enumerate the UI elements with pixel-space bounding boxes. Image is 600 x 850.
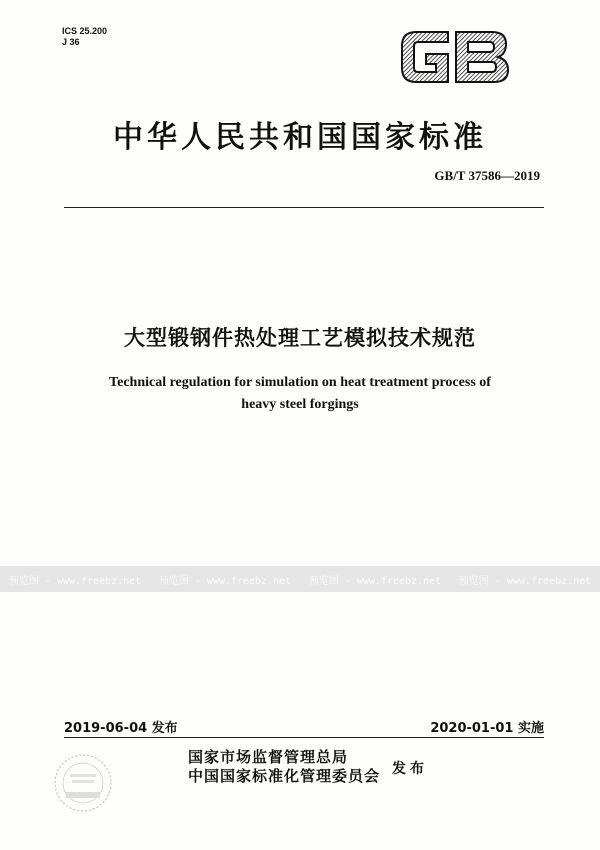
watermark-item: 预览图 - www.freebz.net — [308, 576, 442, 586]
standard-number — [434, 168, 540, 184]
standard-code: 37586—2019 — [468, 168, 540, 183]
en-title-line-2: heavy steel forgings — [241, 397, 359, 412]
header-divider — [64, 207, 544, 208]
en-title-line-1: Technical regulation for simulation on heat treatment process of — [109, 375, 491, 390]
date-row — [64, 717, 544, 736]
national-standard-title: 中华人民共和国国家标准 — [113, 120, 487, 155]
document-title-en — [0, 372, 600, 416]
issuer-line-1: 国家市场监督管理总局 — [188, 748, 349, 766]
gb-logo-text: GB — [396, 24, 398, 25]
footer-divider — [64, 737, 544, 738]
gb-logo — [396, 24, 512, 90]
publish-date: 2019-06-04 发布 — [64, 721, 178, 736]
issue-label: 发布 — [392, 761, 428, 777]
ccs-code: J 36 — [62, 37, 80, 47]
watermark-item: 预览图 - www.freebz.net — [158, 576, 292, 586]
watermark-text-row — [0, 572, 600, 586]
ics-code: ICS 25.200 — [62, 26, 108, 36]
issuer-line-2: 中国国家标准化管理委员会 — [188, 767, 381, 785]
ics-code-block — [62, 26, 107, 48]
standard-prefix: GB/T — [434, 168, 466, 183]
document-title-cn: 大型锻钢件热处理工艺模拟技术规范 — [124, 326, 476, 350]
implement-date: 2020-01-01 实施 — [430, 721, 544, 736]
watermark-item: 预览图 - www.freebz.net — [8, 576, 142, 586]
watermark-item: 预览图 - www.freebz.net — [458, 576, 592, 586]
issuing-authorities — [188, 748, 380, 786]
seal-stamp-icon — [52, 752, 114, 814]
